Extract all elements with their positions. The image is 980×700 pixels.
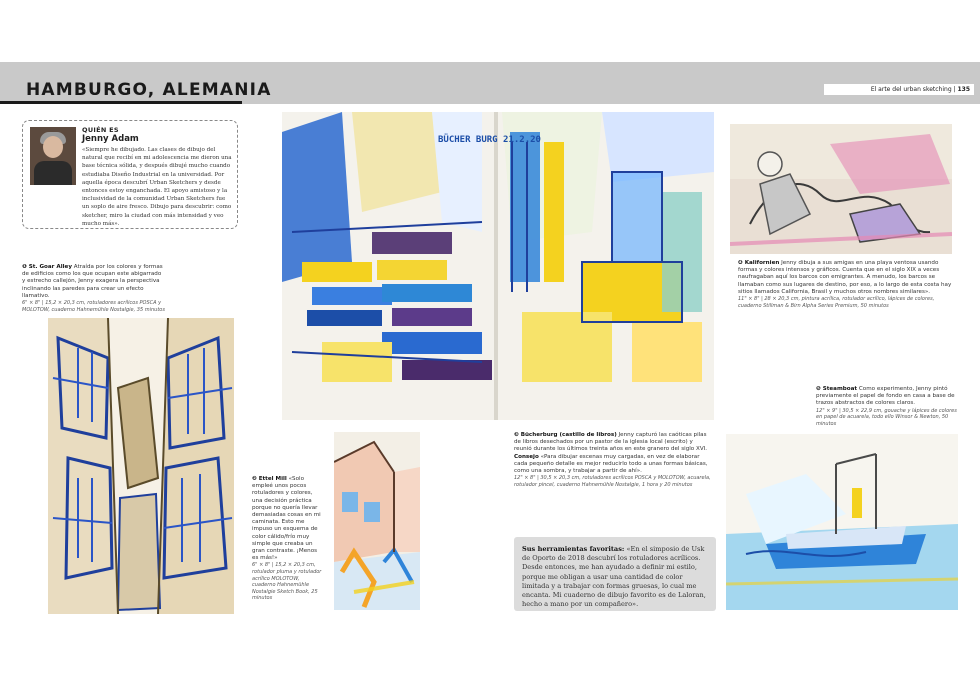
caption-text: Atraída por los colores y formas de edificios como los que ocupan este abigarrado y estrecho callejón, Jenny exagera la perspectiva inclinando las paredes para crear un efecto llamativo.: [22, 264, 163, 299]
caption-bucherburg: [514, 432, 712, 488]
artwork-steamboat: [726, 434, 958, 610]
caption-kalifornien: [738, 260, 958, 309]
caption-title: Kalifornien: [744, 260, 780, 266]
running-header: El arte del urban sketching | 135: [824, 84, 974, 95]
page-number: 135: [957, 86, 970, 93]
caption-spec: 12" × 8" | 30,5 × 20,3 cm, rotuladores acrílicos POSCA y MOLOTOW, acuarela, rotulador pincel, cuaderno Hahnemühle Nostalgie, 1 hora y 20 minutos: [514, 475, 711, 488]
caption-st-goar: [22, 264, 166, 313]
caption-steamboat: [816, 386, 958, 427]
caption-text: «Solo empleé unos pocos rotuladores y colores, una decisión práctica porque no quería llevar demasiadas cosas en mi caminata. Esto me impuso un esquema de color cálido/frío muy simple que creaba un gran contraste. ¡Menos es más!»: [252, 476, 321, 562]
artwork-kalifornien: [730, 124, 952, 254]
caption-text: Como experimento, Jenny pintó previamente el papel de fondo en casa a base de trazos abstractos de colores claros.: [816, 386, 955, 407]
caption-number: ❸: [514, 432, 521, 438]
caption-number: ❷: [252, 476, 259, 482]
handwritten-inscription: BÜCHER BURG 21.2.20: [438, 135, 541, 145]
tools-text: «En el simposio de Usk de Oporto de 2018 descubrí los rotuladores acrílicos. Desde entonces, me han ayudado a definir mi estilo, porque me obligan a usar una cantidad de color limitada y a trabajar con formas gruesas, lo cual me encanta. Mi cuaderno de dibujo favorito es de Laloran, hecho a mano por un compañero».: [522, 545, 706, 609]
caption-text: Jenny capturó las caóticas pilas de libros desechados por un pastor de la iglesia local (escrito) y reunió durante los últimos treinta años en este granero del siglo XVI.: [514, 432, 708, 453]
caption-spec: 11" × 8" | 28 × 20,3 cm, pintura acrílica, rotulador acrílico, lápices de colores, cuaderno Stillman & Birn Alpha Series Premium, 50 minutos: [738, 296, 935, 309]
caption-spec: 12" × 9" | 30,5 × 22,9 cm, gouache y lápices de colores en papel de acuarela, todo ello Winsor & Newton, 50 minutos: [816, 407, 957, 427]
caption-number: ❺: [816, 386, 823, 392]
caption-number: ❶: [22, 264, 29, 270]
caption-title: Steamboat: [822, 386, 858, 392]
caption-spec: 6" × 8" | 15,2 × 20,3 cm, rotulador pluma y rotulador acrílico MOLOTOW, cuaderno Hahnemühle Nostalgie Sketch Book, 25 minutos: [252, 562, 322, 602]
page-title: HAMBURGO, ALEMANIA: [26, 80, 272, 100]
caption-number: ❹: [738, 260, 745, 266]
running-title: El arte del urban sketching: [870, 86, 952, 93]
caption-title: St. Goar Alley: [28, 264, 72, 270]
tools-title: Sus herramientas favoritas:: [522, 545, 625, 553]
caption-text: Jenny dibuja a sus amigas en una playa ventosa usando formas y colores intensos y gráficos. Cuenta que en el siglo XIX a veces naufragaban aquí los barcos con emigrantes. A menudo, los barcos se llamaban como sus lugares de destino, por eso, a lo largo de esta costa hay sitios llamados California, Brasil y muchos otros nombres similares».: [738, 260, 952, 295]
caption-spec: 6" × 8" | 15,2 × 20,3 cm, rotuladores acrílicos POSCA y MOLOTOW, cuaderno Hahnemühle Nostalgie, 35 minutos: [22, 300, 165, 313]
artwork-st-goar-alley: [48, 318, 234, 614]
caption-tip: Consejo «Para dibujar escenas muy cargadas, en vez de elaborar cada pequeño detalle es mejor reducirlo todo a unas formas básicas, como una sombra, y trabajar a partir de ahí».: [514, 453, 708, 475]
favorite-tools-box: [514, 537, 716, 611]
bio-text: «Siempre he dibujado. Las clases de dibujo del natural que recibí en mi adolescencia me dieron una base técnica sólida, y después dibujé mucho cuando estudiaba Diseño Industrial en la universidad. Por aquella época descubrí Urban Sketchers y desde entonces estoy enganchada. El apoyo amistoso y la inclusividad de la comunidad Urban Sketchers fue un soplo de aire fresco. Dibujo para descubrir: como sketcher, miro la ciudad con más intensidad y veo mucho más».: [82, 147, 232, 227]
caption-title: Ettel Mill: [258, 476, 287, 482]
artwork-ettel-mill: [334, 432, 420, 610]
caption-title: Bücherburg (castillo de libros): [520, 432, 617, 438]
artwork-bucherburg: [282, 112, 714, 420]
caption-ettel-mill: [252, 476, 322, 602]
bio-kicker: QUIÉN ES: [82, 126, 119, 134]
artist-name: Jenny Adam: [82, 134, 139, 144]
title-underline: [0, 101, 242, 104]
